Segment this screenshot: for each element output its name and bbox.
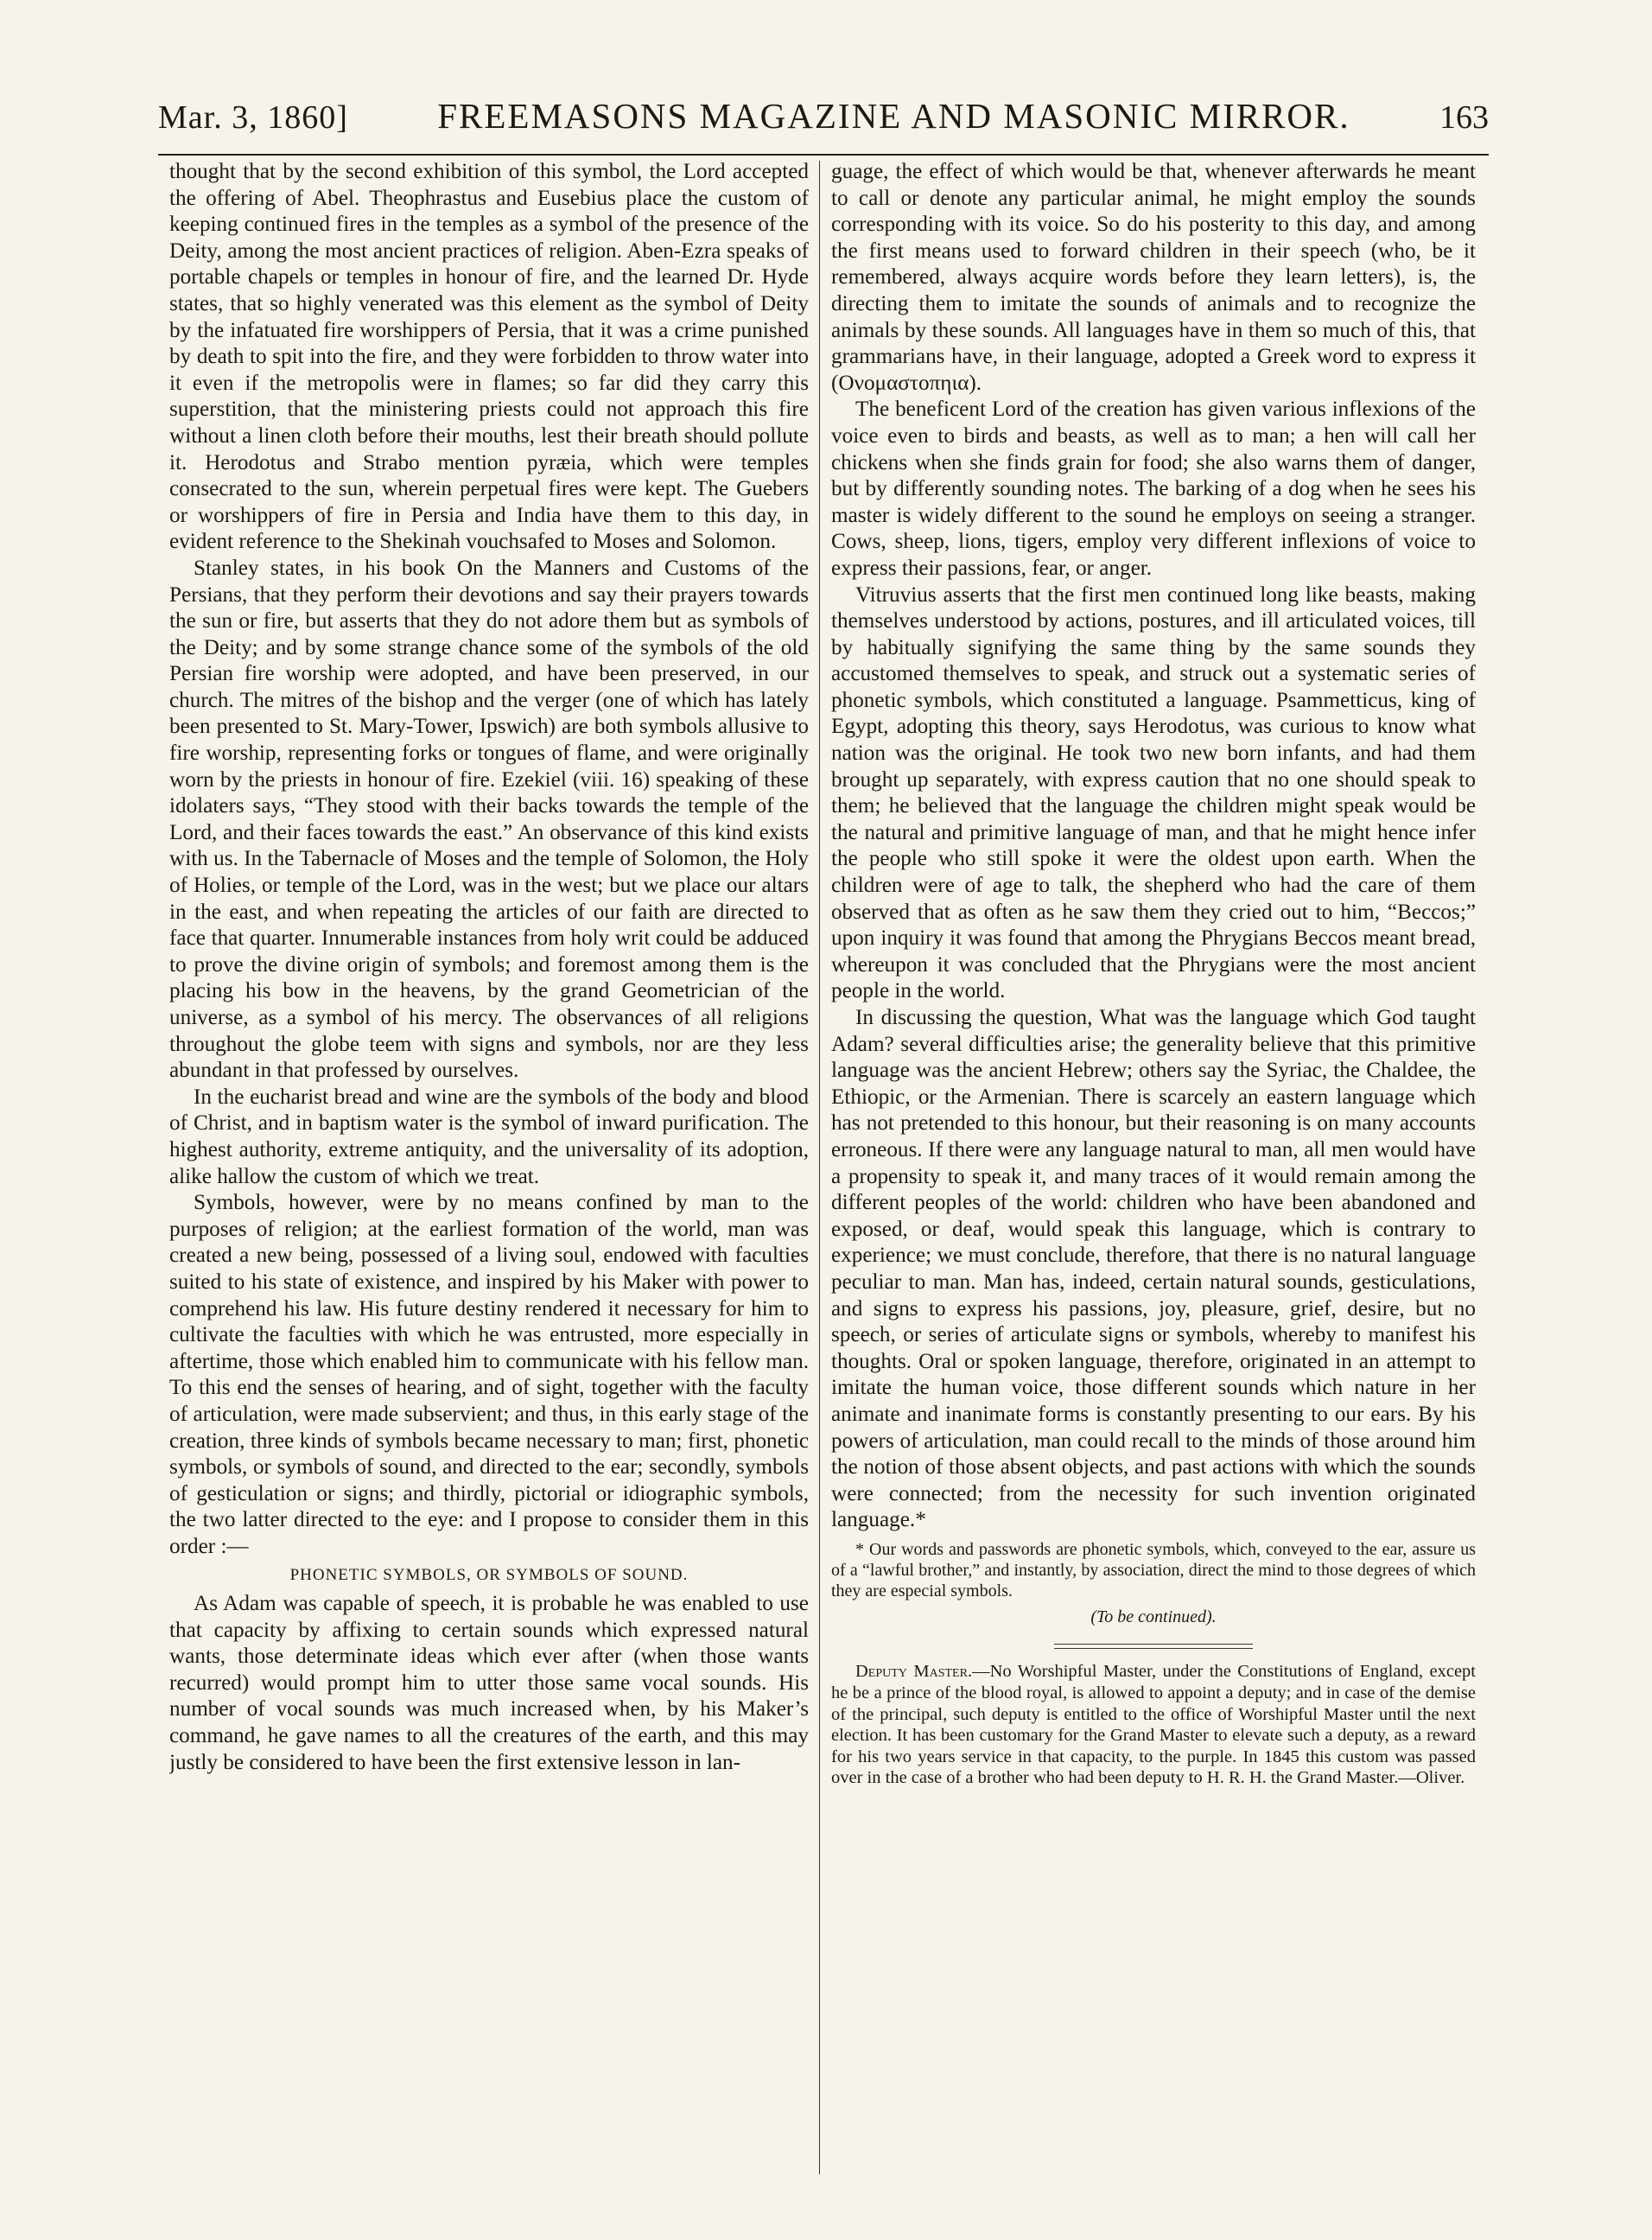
paragraph: thought that by the second exhibition of this symbol, the Lord accepted the offering of Abel. Theophrastus and Eusebius place the custom of keeping continued fires in the temples as a symbol of the presence of the Deity, among the most ancient practices of religion. Aben-Ezra speaks of portable chapels or temples in honour of fire, and the learned Dr. Hyde states, that so highly venerated was this element as the symbol of Deity by the infatuated fire worshippers of Persia, that it was a crime punished by death to spit into the fire, and they were forbidden to throw water into it even if the metropolis were in flames; so far did they carry this superstition, that the ministering priests could not approach this fire without a linen cloth before their mouths, lest their breath should pollute it. Herodotus and Strabo mention pyræia, which were temples consecrated to the sun, wherein perpetual fires were kept. The Guebers or worshippers of fire in Persia and India have them to this day, in evident reference to the Shekinah vouchsafed to Moses and Solomon. xyxy=(169,160,809,554)
issue-date: Mar. 3, 1860] xyxy=(158,99,348,136)
page-number: 163 xyxy=(1439,99,1489,136)
paragraph: In discussing the question, What was the language which God taught Adam? several difficulties arise; the generality believe that this primitive language was the ancient Hebrew; others say the Syriac, the Chaldee, the Ethiopic, or the Armenian. There is scarcely an eastern language which has not pretended to this honour, but their reasoning is on many accounts erroneous. If there were any language natural to man, all men would have a propensity to speak it, and many traces of it would remain among the different peoples of the world: children who have been abandoned and exposed, or deaf, would speak this language, which is contrary to experience; we must conclude, therefore, that there is no natural language peculiar to man. Man has, indeed, certain natural sounds, gesticulations, and signs to express his passions, joy, pleasure, grief, desire, but no speech, or series of articulate signs or symbols, whereby to manifest his thoughts. Oral or spoken language, therefore, originated in an attempt to imitate the human voice, those different sounds which nature in her animate and inanimate forms is constantly presenting to our ears. By his powers of articulation, man could recall to the minds of those around him the notion of those absent objects, and past actions with which the sounds were connected; from the necessity for such invention originated language.* xyxy=(831,1006,1476,1532)
footnote: * Our words and passwords are phonetic symbols, which, conveyed to the ear, assure us of a “lawful brother,” and instantly, by association, direct the mind to those degrees of which they are especial symbols. xyxy=(831,1539,1476,1600)
right-column xyxy=(831,159,1476,2216)
note-body: —No Worshipful Master, under the Constitutions of England, except he be a prince of the blood royal, is allowed to appoint a deputy; and in case of the demise of the principal, such deputy is entitled to the office of Worshipful Master until the next election. It has been customary for the Grand Master to elevate such a deputy, as a reward for his two years service in that capacity, to the purple. In 1845 this custom was passed over in the case of a brother who had been deputy to H. R. H. the Grand Master.—Oliver. xyxy=(831,1662,1476,1788)
paragraph: Symbols, however, were by no means confined by man to the purposes of religion; at the earliest formation of the world, man was created a new being, possessed of a living soul, endowed with faculties suited to his state of existence, and inspired by his Maker with power to comprehend his law. His future destiny rendered it necessary for him to cultivate the faculties with which he was entrusted, more especially in aftertime, those which enabled him to communicate with his fellow man. To this end the senses of hearing, and of sight, together with the faculty of articulation, were made subservient; and thus, in this early stage of the creation, three kinds of symbols became necessary to man; first, phonetic symbols, or symbols of sound, and directed to the ear; secondly, symbols of gesticulation or signs; and thirdly, pictorial or idiographic symbols, the two latter directed to the eye: and I propose to consider them in this order :— xyxy=(169,1191,809,1558)
header-rule xyxy=(158,154,1489,156)
note-title: Deputy Master. xyxy=(855,1662,973,1682)
magazine-title: FREEMASONS MAGAZINE AND MASONIC MIRROR. xyxy=(437,96,1350,136)
left-column xyxy=(169,159,809,2216)
paragraph: The beneficent Lord of the creation has given various inflexions of the voice even to birds and beasts, as well as to man; a hen will call her chickens when she finds grain for food; she also warns them of danger, but by differently sounding notes. The barking of a dog when he sees his master is widely different to the sound he employs on seeing a stranger. Cows, sheep, lions, tigers, employ very different inflexions of voice to express their passions, fear, or anger. xyxy=(831,398,1476,580)
double-rule-divider xyxy=(1054,1644,1253,1649)
to-be-continued: (To be continued). xyxy=(1090,1607,1217,1626)
paragraph: guage, the effect of which would be that, whenever afterwards he meant to call or denote any particular animal, he might employ the sounds corresponding with its voice. So do his posterity to this day, and among the first means used to forward children in their speech (who, be it remembered, always acquire words before they learn letters), is, the directing them to imitate the sounds of animals and to recognize the animals by these sounds. All languages have in them so much of this, that grammarians have, in their language, adopted a Greek word to express it (Ονομαστοπηια). xyxy=(831,160,1476,395)
paragraph: As Adam was capable of speech, it is probable he was enabled to use that capacity by affixing to certain sounds which expressed natural wants, those determinate ideas which ever after (when those wants recurred) would prompt him to utter those same vocal sounds. His number of vocal sounds was much increased when, by his Maker’s command, he gave names to all the creatures of the earth, and this may justly be considered to have been the first extensive lesson in lan- xyxy=(169,1592,809,1774)
paragraph: Stanley states, in his book On the Manners and Customs of the Persians, that they perform their devotions and say their prayers towards the sun or fire, but asserts that they do not adore them but as symbols of the Deity; and by some strange chance some of the symbols of the old Persian fire worship were adopted, and have been preserved, in our church. The mitres of the bishop and the verger (one of which has lately been presented to St. Mary-Tower, Ipswich) are both symbols allusive to fire worship, representing forks or tongues of flame, and were originally worn by the priests in honour of fire. Ezekiel (viii. 16) speaking of these idolaters says, “They stood with their backs towards the temple of the Lord, and their faces towards the east.” An observance of this kind exists with us. In the Tabernacle of Moses and the temple of Solomon, the Holy of Holies, or temple of the Lord, was in the west; but we place our altars in the east, and when repeating the articles of our faith are directed to face that quarter. Innumerable instances from holy writ could be adduced to prove the divine origin of symbols; and foremost among them is the placing his bow in the heavens, by the grand Geometrician of the universe, as a symbol of his mercy. The observances of all religions throughout the globe teem with signs and symbols, nor are they less abundant in that professed by ourselves. xyxy=(169,556,809,1083)
page-header xyxy=(158,95,1489,150)
column-divider xyxy=(819,161,820,2174)
paragraph: Vitruvius asserts that the first men continued long like beasts, making themselves understood by actions, postures, and ill articulated voices, till by habitually signifying the same thing by the same sounds they accustomed themselves to speak, and struck out a systematic series of phonetic symbols, which constituted a language. Psammetticus, king of Egypt, adopting this theory, says Herodotus, was curious to know what nation was the original. He took two new born infants, and had them brought up separately, with express caution that no one should speak to them; he believed that the language the children might speak would be the natural and primitive language of man, and that he might hence infer the people who still spoke it were the oldest upon earth. When the children were of age to talk, the shepherd who had the care of them observed that as often as he saw them they cried out to him, “Beccos;” upon inquiry it was found that among the Phrygians Beccos meant bread, whereupon it was concluded that the Phrygians were the most ancient people in the world. xyxy=(831,582,1476,1003)
section-heading: PHONETIC SYMBOLS, OR SYMBOLS OF SOUND. xyxy=(289,1566,689,1585)
paragraph: In the eucharist bread and wine are the symbols of the body and blood of Christ, and in baptism water is the symbol of inward purification. The highest authority, extreme antiquity, and the universality of its adoption, alike hallow the custom of which we treat. xyxy=(169,1085,809,1188)
deputy-master-note xyxy=(831,1661,1476,1789)
